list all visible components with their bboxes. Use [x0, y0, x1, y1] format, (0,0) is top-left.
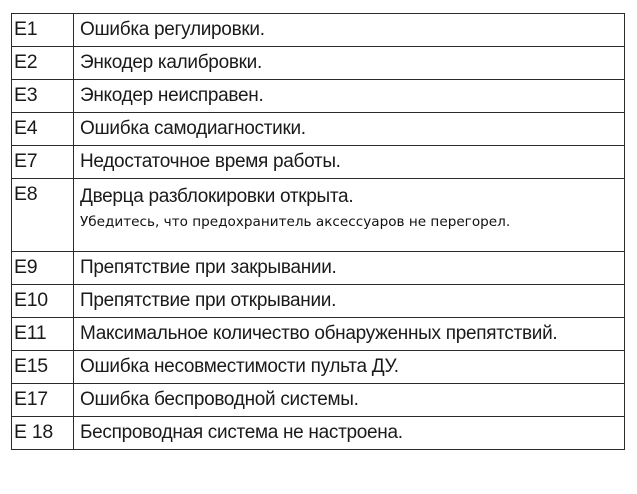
error-code: E11	[12, 318, 74, 351]
error-description: Препятствие при закрывании.	[74, 252, 625, 285]
error-code: E1	[12, 14, 74, 47]
error-description: Недостаточное время работы.	[74, 146, 625, 179]
error-note: Убедитесь, что предохранитель аксессуаров не перегорел.	[80, 214, 511, 230]
error-code: E9	[12, 252, 74, 285]
table-row	[12, 351, 625, 384]
error-description: Энкодер неисправен.	[74, 80, 625, 113]
table-row	[12, 179, 625, 252]
error-description: Максимальное количество обнаруженных препятствий.	[74, 318, 625, 351]
table-row	[12, 146, 625, 179]
table-row	[12, 47, 625, 80]
table-row	[12, 14, 625, 47]
table-row	[12, 384, 625, 417]
error-code: E17	[12, 384, 74, 417]
error-description: Ошибка несовместимости пульта ДУ.	[74, 351, 625, 384]
error-code: E7	[12, 146, 74, 179]
error-code: E8	[12, 179, 74, 252]
table-row	[12, 113, 625, 146]
error-description-cell	[74, 179, 625, 252]
error-code-table	[11, 13, 625, 450]
error-description: Дверца разблокировки открыта.	[80, 186, 354, 207]
error-code: E10	[12, 285, 74, 318]
error-code: E3	[12, 80, 74, 113]
table-row	[12, 80, 625, 113]
error-code: E4	[12, 113, 74, 146]
error-description: Беспроводная система не настроена.	[74, 417, 625, 450]
error-code: E15	[12, 351, 74, 384]
error-description: Ошибка регулировки.	[74, 14, 625, 47]
error-description: Препятствие при открывании.	[74, 285, 625, 318]
table-row	[12, 252, 625, 285]
error-description: Ошибка самодиагностики.	[74, 113, 625, 146]
error-description: Ошибка беспроводной системы.	[74, 384, 625, 417]
error-code: E2	[12, 47, 74, 80]
error-description: Энкодер калибровки.	[74, 47, 625, 80]
table-row	[12, 417, 625, 450]
error-code: E 18	[12, 417, 74, 450]
table-row	[12, 285, 625, 318]
table-row	[12, 318, 625, 351]
